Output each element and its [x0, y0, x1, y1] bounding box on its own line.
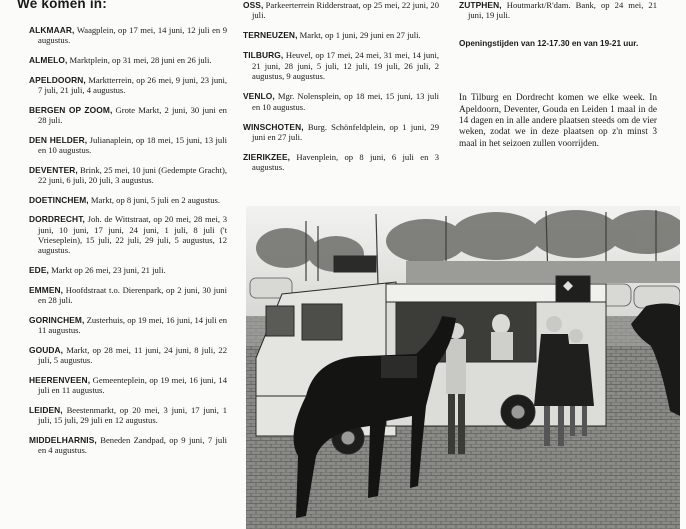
- location-city: DEVENTER,: [29, 164, 78, 175]
- location-city: EDE,: [29, 265, 49, 275]
- location-entry: [29, 55, 227, 65]
- location-list-2: [243, 0, 439, 173]
- frequency-note: In Tilburg en Dordrecht komen we elke week. In Apeldoorn, Deventer, Gouda en Leiden 1 maal in de 14 dagen en in alle andere plaatsen steeds om de vier weken, zodat we in deze plaatsen op z'n minst 3 maal in het seizoen zullen voorrijden.: [459, 93, 657, 149]
- location-details: Houtmarkt/R'dam. Bank, op 24 mei, 21 juni, 19 juli.: [468, 0, 657, 21]
- location-city: EMMEN,: [29, 284, 64, 295]
- location-city: BERGEN OP ZOOM,: [29, 104, 113, 115]
- location-entry: [29, 345, 227, 366]
- location-entry: [29, 375, 227, 396]
- location-entry: [29, 315, 227, 336]
- location-city: TERNEUZEN,: [243, 30, 298, 41]
- schedule-column-2: [243, 0, 439, 182]
- location-city: ALMELO,: [29, 55, 68, 65]
- market-van-photo: [246, 206, 680, 529]
- location-entry: [243, 0, 439, 21]
- location-details: Mgr. Nolensplein, op 18 mei, 15 juni, 13 juli en 10 augustus.: [252, 91, 439, 112]
- location-city: MIDDELHARNIS,: [29, 434, 97, 445]
- location-city: HEERENVEEN,: [29, 374, 91, 385]
- location-entry: [29, 285, 227, 306]
- location-entry: [243, 91, 439, 112]
- location-details: Markt op 26 mei, 23 juni, 21 juli.: [48, 265, 166, 275]
- location-list-1: [29, 25, 227, 455]
- location-city: APELDOORN,: [29, 74, 86, 85]
- location-details: Markt, op 1 juni, 29 juni en 27 juli.: [297, 30, 421, 41]
- location-entry: [243, 30, 439, 40]
- location-details: Zusterhuis, op 19 mei, 16 juni, 14 juli en 11 augustus.: [38, 314, 227, 335]
- location-entry: [29, 265, 227, 275]
- location-city: DORDRECHT,: [29, 214, 85, 225]
- location-details: Beestenmarkt, op 20 mei, 3 juni, 17 juni, 1 juli, 15 juli, 29 juli en 12 augustus.: [38, 404, 227, 425]
- photo-illustration: [246, 206, 680, 529]
- location-entry: [29, 165, 227, 186]
- location-details: Beneden Zandpad, op 9 juni, 7 juli en 4 augustus.: [38, 434, 227, 455]
- location-city: GOUDA,: [29, 344, 64, 355]
- location-details: Burg. Schönfeldplein, op 1 juni, 29 juni en 27 juli.: [252, 121, 439, 143]
- location-entry: [29, 195, 227, 205]
- location-city: TILBURG,: [243, 50, 284, 61]
- location-entry: [243, 50, 439, 81]
- location-city: LEIDEN,: [29, 404, 63, 415]
- location-details: Markt, op 28 mei, 11 juni, 24 juni, 8 juli, 22 juli, 5 augustus.: [38, 344, 227, 365]
- location-entry: [29, 435, 227, 456]
- location-city: VENLO,: [243, 91, 275, 102]
- location-entry: [29, 405, 227, 426]
- page-heading: We komen in:: [17, 0, 107, 11]
- location-list-3: [459, 0, 657, 21]
- location-details: Parkeerterrein Ridderstraat, op 25 mei, 22 juni, 20 juli.: [252, 0, 439, 21]
- location-details: Joh. de Wittstraat, op 20 mei, 28 mei, 3 juni, 10 juni, 17 juni, 24 juni, 1 juli, 8 juli ('t Vrieseplein), 15 juli, 22 juli, 29 juli, 5 augustus, 12 augustus.: [38, 214, 227, 256]
- location-details: Markt, op 8 juni, 5 juli en 2 augustus.: [88, 194, 221, 205]
- location-city: DOETINCHEM,: [29, 194, 89, 205]
- location-details: Grote Markt, 2 juni, 30 juni en 28 juli.: [38, 104, 227, 125]
- location-details: Brink, 25 mei, 10 juni (Gedempte Gracht), 22 juni, 6 juli, 20 juli, 3 augustus.: [38, 164, 227, 185]
- location-entry: [29, 135, 227, 156]
- location-city: ZIERIKZEE,: [243, 152, 291, 163]
- schedule-column-3: [459, 0, 657, 150]
- location-entry: [29, 105, 227, 126]
- location-city: OSS,: [243, 0, 264, 10]
- location-details: Heuvel, op 17 mei, 24 mei, 31 mei, 14 juni, 21 juni, 28 juni, 5 juli, 12 juli, 19 juli, 26 juli, 2 augustus, 9 augustus.: [252, 50, 439, 82]
- location-city: WINSCHOTEN,: [243, 121, 304, 132]
- opening-hours: Openingstijden van 12-17.30 en van 19-21 uur.: [459, 38, 639, 48]
- location-details: Gemeenteplein, op 19 mei, 16 juni, 14 juli en 11 augustus.: [38, 374, 227, 395]
- schedule-column-1: [17, 0, 228, 465]
- location-entry: [29, 214, 227, 256]
- location-entry: [29, 25, 227, 46]
- location-entry: [459, 0, 657, 21]
- location-details: Marktplein, op 31 mei, 28 juni en 26 juli.: [67, 55, 212, 65]
- location-details: Hoofdstraat t.o. Dierenpark, op 2 juni, 30 juni en 28 juli.: [38, 284, 227, 305]
- location-city: GORINCHEM,: [29, 314, 85, 325]
- location-entry: [243, 122, 439, 143]
- location-entry: [29, 75, 227, 96]
- location-details: Waagplein, op 17 mei, 14 juni, 12 juli en 9 augustus.: [38, 25, 227, 46]
- location-details: Havenplein, op 8 juni, 6 juli en 3 augustus.: [252, 152, 439, 173]
- location-city: DEN HELDER,: [29, 134, 88, 145]
- location-city: ZUTPHEN,: [459, 0, 502, 10]
- location-entry: [243, 152, 439, 173]
- location-details: Marktterrein, op 26 mei, 9 juni, 23 juni, 7 juli, 21 juli, 4 augustus.: [38, 74, 227, 95]
- location-details: Julianaplein, op 18 mei, 15 juni, 13 juli en 10 augustus.: [38, 134, 228, 155]
- location-city: ALKMAAR,: [29, 25, 75, 35]
